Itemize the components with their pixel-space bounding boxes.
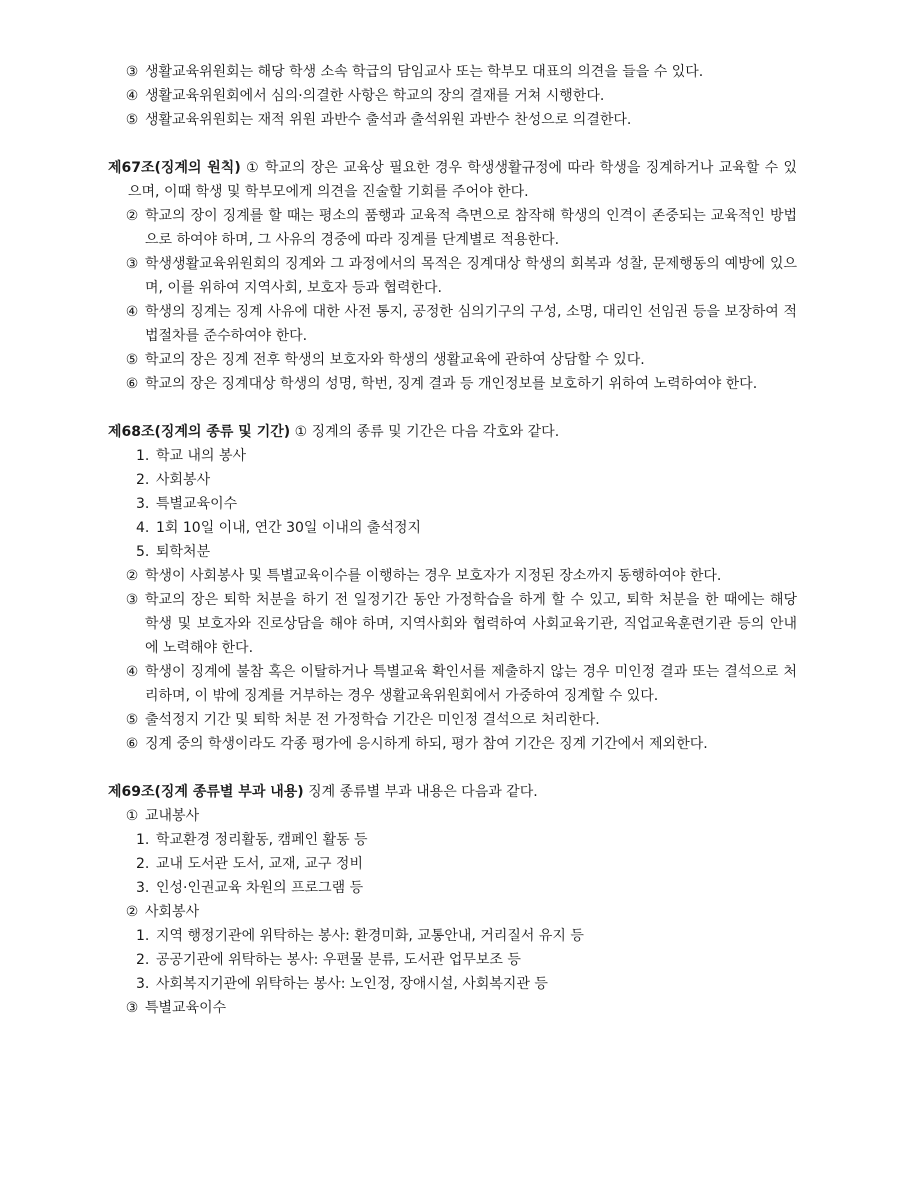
item-number: 3.: [136, 880, 150, 896]
group-label: 특별교육이수: [145, 1000, 227, 1016]
numbered-item: [0, 468, 900, 492]
group-heading: [0, 900, 900, 924]
numbered-item: [0, 540, 900, 564]
item-mark: ①: [125, 808, 139, 824]
item-text: 생활교육위원회는 해당 학생 소속 학급의 담임교사 또는 학부모 대표의 의견을 들을 수 있다.: [145, 64, 704, 80]
item-number: 2.: [136, 952, 150, 968]
article-lead-text: ① 징계의 종류 및 기간은 다음 각호와 같다.: [294, 424, 560, 440]
list-item: [0, 588, 900, 660]
group-heading: [0, 996, 900, 1020]
item-text: 생활교육위원회에서 심의·의결한 사항은 학교의 장의 결재를 거쳐 시행한다.: [145, 88, 605, 104]
article-title: 제68조(징계의 종류 및 기간): [108, 424, 291, 440]
item-mark: ③: [125, 256, 139, 272]
item-text: 학교의 장은 징계 전후 학생의 보호자와 학생의 생활교육에 관하여 상담할 수 있다.: [145, 352, 645, 368]
article-lead-text: ① 학교의 장은 교육상 필요한 경우 학생생활규정에 따라 학생을 징계하거나 교육할 수 있으며, 이때 학생 및 학부모에게 의견을 진술할 기회를 주어야 한다.: [128, 160, 798, 200]
item-text: 특별교육이수: [156, 496, 238, 512]
item-mark: ④: [125, 664, 139, 680]
item-number: 1.: [136, 832, 150, 848]
item-text: 학생이 사회봉사 및 특별교육이수를 이행하는 경우 보호자가 지정된 장소까지 동행하여야 한다.: [145, 568, 722, 584]
article-69-lead: [0, 780, 900, 804]
numbered-item: [0, 972, 900, 996]
item-text: 퇴학처분: [156, 544, 211, 560]
item-text: 생활교육위원회는 재적 위원 과반수 출석과 출석위원 과반수 찬성으로 의결한다.: [145, 112, 632, 128]
list-item: [0, 372, 900, 396]
item-text: 인성·인권교육 차원의 프로그램 등: [156, 880, 364, 896]
item-text: 학생의 징계는 징계 사유에 대한 사전 통지, 공정한 심의기구의 구성, 소명, 대리인 선임권 등을 보장하여 적법절차를 준수하여야 한다.: [145, 304, 797, 344]
item-text: 사회봉사: [156, 472, 211, 488]
item-mark: ④: [125, 88, 139, 104]
article-69: [0, 780, 900, 1020]
item-text: 학생이 징계에 불참 혹은 이탈하거나 특별교육 확인서를 제출하지 않는 경우 미인정 결과 또는 결석으로 처리하며, 이 밖에 징계를 거부하는 경우 생활교육위원회에서 가중하여 징계할 수 있다.: [145, 664, 797, 704]
numbered-item: [0, 948, 900, 972]
item-mark: ②: [125, 208, 139, 224]
article-lead-text: 징계 종류별 부과 내용은 다음과 같다.: [308, 784, 538, 800]
item-number: 3.: [136, 976, 150, 992]
item-mark: ⑤: [125, 352, 139, 368]
article-68: [0, 420, 900, 756]
numbered-item: [0, 444, 900, 468]
item-text: 사회복지기관에 위탁하는 봉사: 노인정, 장애시설, 사회복지관 등: [156, 976, 548, 992]
item-text: 교내 도서관 도서, 교재, 교구 정비: [156, 856, 363, 872]
item-text: 공공기관에 위탁하는 봉사: 우편물 분류, 도서관 업무보조 등: [156, 952, 521, 968]
list-item: [0, 708, 900, 732]
item-mark: ②: [125, 568, 139, 584]
item-mark: ⑥: [125, 736, 139, 752]
list-item: [0, 108, 900, 132]
list-item: [0, 60, 900, 84]
numbered-item: [0, 492, 900, 516]
item-number: 2.: [136, 472, 150, 488]
list-item: [0, 300, 900, 348]
list-item: [0, 564, 900, 588]
list-item: [0, 732, 900, 756]
group-label: 교내봉사: [145, 808, 200, 824]
item-mark: ③: [125, 1000, 139, 1016]
item-mark: ⑤: [125, 712, 139, 728]
group-heading: [0, 804, 900, 828]
item-number: 1.: [136, 448, 150, 464]
article-68-lead: [0, 420, 900, 444]
list-item: [0, 348, 900, 372]
item-text: 학교환경 정리활동, 캠페인 활동 등: [156, 832, 368, 848]
item-mark: ⑤: [125, 112, 139, 128]
item-number: 1.: [136, 928, 150, 944]
item-number: 2.: [136, 856, 150, 872]
article-title: 제69조(징계 종류별 부과 내용): [108, 784, 304, 800]
list-item: [0, 252, 900, 300]
item-mark: ②: [125, 904, 139, 920]
group-label: 사회봉사: [145, 904, 200, 920]
top-item-list: [0, 60, 900, 132]
item-text: 학생생활교육위원회의 징계와 그 과정에서의 목적은 징계대상 학생의 회복과 성찰, 문제행동의 예방에 있으며, 이를 위하여 지역사회, 보호자 등과 협력한다.: [145, 256, 797, 296]
item-mark: ③: [125, 592, 139, 608]
numbered-item: [0, 828, 900, 852]
list-item: [0, 84, 900, 108]
document-page: [0, 60, 900, 1020]
numbered-item: [0, 516, 900, 540]
article-67: [0, 156, 900, 396]
item-text: 학교의 장은 퇴학 처분을 하기 전 일정기간 동안 가정학습을 하게 할 수 있고, 퇴학 처분을 한 때에는 해당 학생 및 보호자와 진로상담을 해야 하며, 지역사회와 협력하여 사회교육기관, 직업교육훈련기관 등의 안내에 노력해야 한다.: [145, 592, 797, 656]
item-text: 학교의 장이 징계를 할 때는 평소의 품행과 교육적 측면으로 참작해 학생의 인격이 존중되는 교육적인 방법으로 하여야 하며, 그 사유의 경중에 따라 징계를 단계별로 적용한다.: [145, 208, 797, 248]
article-67-lead: [0, 156, 900, 204]
item-number: 4.: [136, 520, 150, 536]
list-item: [0, 204, 900, 252]
item-mark: ④: [125, 304, 139, 320]
numbered-item: [0, 852, 900, 876]
item-text: 지역 행정기관에 위탁하는 봉사: 환경미화, 교통안내, 거리질서 유지 등: [156, 928, 584, 944]
item-text: 학교 내의 봉사: [156, 448, 247, 464]
item-mark: ③: [125, 64, 139, 80]
item-text: 징계 중의 학생이라도 각종 평가에 응시하게 하되, 평가 참여 기간은 징계 기간에서 제외한다.: [145, 736, 708, 752]
numbered-item: [0, 924, 900, 948]
item-text: 학교의 장은 징계대상 학생의 성명, 학번, 징계 결과 등 개인정보를 보호하기 위하여 노력하여야 한다.: [145, 376, 758, 392]
numbered-item: [0, 876, 900, 900]
article-title: 제67조(징계의 원칙): [108, 160, 241, 176]
item-number: 5.: [136, 544, 150, 560]
item-number: 3.: [136, 496, 150, 512]
list-item: [0, 660, 900, 708]
item-mark: ⑥: [125, 376, 139, 392]
item-text: 출석정지 기간 및 퇴학 처분 전 가정학습 기간은 미인정 결석으로 처리한다.: [145, 712, 600, 728]
item-text: 1회 10일 이내, 연간 30일 이내의 출석정지: [156, 520, 422, 536]
